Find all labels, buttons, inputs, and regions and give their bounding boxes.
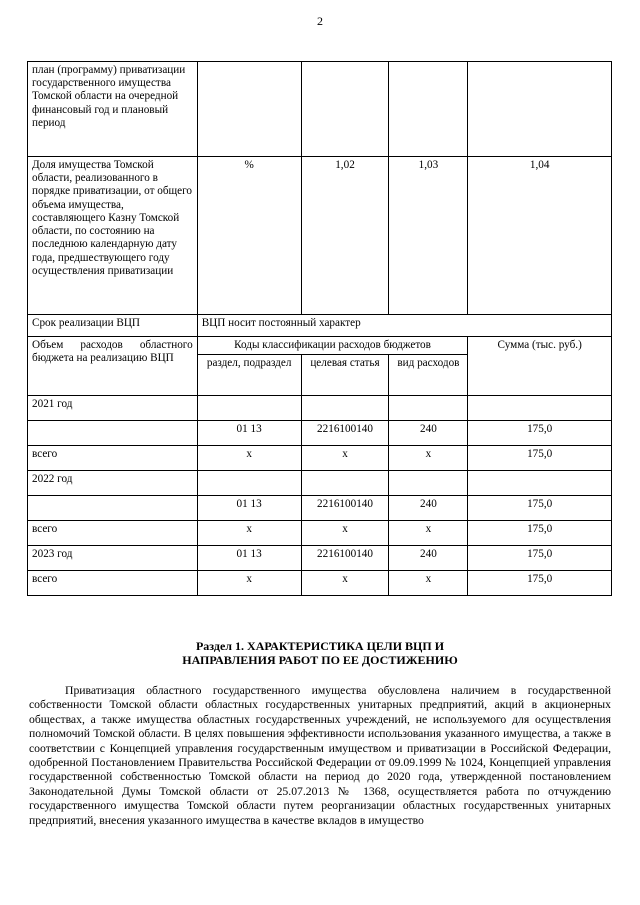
section-title-line1: Раздел 1. ХАРАКТЕРИСТИКА ЦЕЛИ ВЦП И: [195, 639, 445, 653]
row-type: х: [389, 571, 468, 596]
row-label: 2022 год: [28, 471, 198, 496]
row-section: х: [197, 571, 301, 596]
row-type: 240: [389, 496, 468, 521]
row-section: [197, 396, 301, 421]
row-label: 2021 год: [28, 396, 198, 421]
row-type: [389, 471, 468, 496]
row-section: 01 13: [197, 546, 301, 571]
row-label: [28, 421, 198, 446]
row-section: х: [197, 446, 301, 471]
plan-label: план (программу) приватизации государственного имущества Томской области на очередной финансовый год и плановый период: [28, 62, 198, 157]
col-type-header: вид расходов: [389, 355, 468, 396]
share-value-1: 1,02: [301, 157, 389, 315]
row-section: 01 13: [197, 421, 301, 446]
share-value-2: 1,03: [389, 157, 468, 315]
row-article: 2216100140: [301, 546, 389, 571]
row-sum: 175,0: [468, 446, 612, 471]
section-title-line2: НАПРАВЛЕНИЯ РАБОТ ПО ЕЕ ДОСТИЖЕНИЮ: [182, 653, 458, 668]
section-title: [0, 639, 640, 668]
row-sum: 175,0: [468, 571, 612, 596]
table-row: [28, 396, 612, 421]
row-article: [301, 471, 389, 496]
term-label: Срок реализации ВЦП: [28, 315, 198, 337]
row-article: х: [301, 446, 389, 471]
table-row: [28, 471, 612, 496]
row-sum: [468, 471, 612, 496]
row-sum: 175,0: [468, 546, 612, 571]
row-article: х: [301, 521, 389, 546]
share-value-3: 1,04: [468, 157, 612, 315]
col-section-header: раздел, подраздел: [197, 355, 301, 396]
row-type: 240: [389, 421, 468, 446]
page-number: 2: [317, 14, 323, 28]
row-article: 2216100140: [301, 496, 389, 521]
col-article-header: целевая статья: [301, 355, 389, 396]
table-row-share: [28, 157, 612, 315]
row-type: х: [389, 521, 468, 546]
row-sum: 175,0: [468, 521, 612, 546]
sum-title: Сумма (тыс. руб.): [468, 337, 612, 396]
table-header-row: [28, 337, 612, 355]
row-sum: [468, 396, 612, 421]
table-row-term: [28, 315, 612, 337]
section-paragraph: Приватизация областного государственного имущества обусловлена наличием в государственной собственности Томской области областных государственных унитарных предприятий, акций в акционерных обществах, а также имущества областных государственных учреждений, не используемого для осуществления полномочий Томской области. В целях повышения эффективности использования указанного имущества, а также в соответствии с Концепцией управления государственным имуществом и приватизации в Российской Федерации, одобренной Постановлением Правительства Российской Федерации от 09.09.1999 № 1024, Концепцией управления государственной собственностью Томской области на период до 2020 года, утвержденной постановлением Законодательной Думы Томской области от 25.07.2013 № 1368, осуществляется работа по отчуждению государственного имущества Томской области путем реорганизации областных государственных унитарных предприятий, внесения указанного имущества в качестве вкладов в имущество: [29, 684, 611, 827]
row-section: [197, 471, 301, 496]
codes-title: Коды классификации расходов бюджетов: [197, 337, 468, 355]
row-label: всего: [28, 571, 198, 596]
row-sum: 175,0: [468, 496, 612, 521]
table-row: [28, 521, 612, 546]
row-label: всего: [28, 521, 198, 546]
share-unit: %: [197, 157, 301, 315]
row-label: [28, 496, 198, 521]
budget-label: Объем расходов областного бюджета на реализацию ВЦП: [28, 337, 198, 396]
table-row: [28, 446, 612, 471]
term-value: ВЦП носит постоянный характер: [197, 315, 611, 337]
row-section: х: [197, 521, 301, 546]
table-row: [28, 421, 612, 446]
row-type: [389, 396, 468, 421]
row-label: 2023 год: [28, 546, 198, 571]
row-sum: 175,0: [468, 421, 612, 446]
row-label: всего: [28, 446, 198, 471]
row-article: х: [301, 571, 389, 596]
table-row: [28, 496, 612, 521]
share-label: Доля имущества Томской области, реализованного в порядке приватизации, от общего объема имущества, составляющего Казну Томской области, по состоянию на последнюю календарную дату года, предшествующего году осуществления приватизации: [28, 157, 198, 315]
row-section: 01 13: [197, 496, 301, 521]
table-row: [28, 571, 612, 596]
row-type: 240: [389, 546, 468, 571]
row-type: х: [389, 446, 468, 471]
program-table: [27, 61, 612, 596]
row-article: [301, 396, 389, 421]
table-row-plan: [28, 62, 612, 157]
row-article: 2216100140: [301, 421, 389, 446]
table-row: [28, 546, 612, 571]
